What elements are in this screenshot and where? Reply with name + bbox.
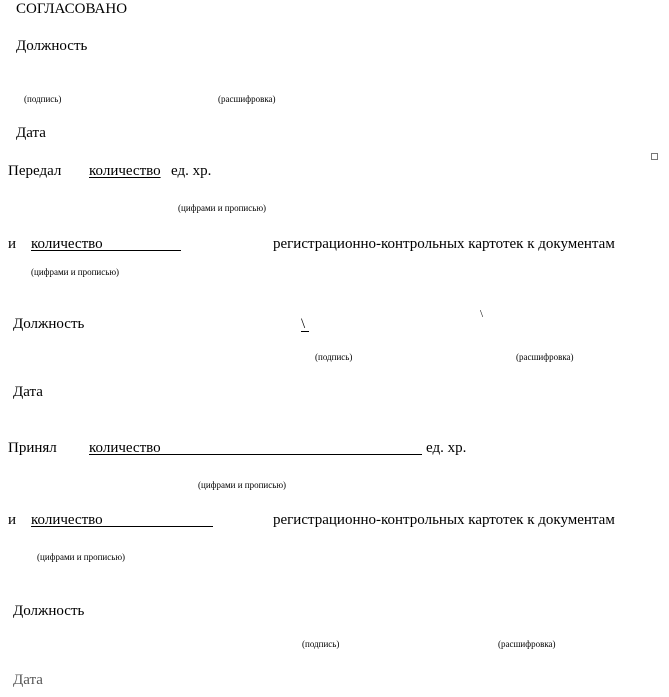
received-quantity-underline [89, 454, 422, 455]
approval-decoding-caption: (расшифровка) [218, 94, 276, 104]
received-date-label: Дата [13, 672, 43, 688]
transferred-signature-mark: \ [301, 316, 306, 332]
received-digits-caption-2: (цифрами и прописью) [37, 552, 126, 562]
received-position-label: Должность [13, 603, 85, 619]
transferred-position-label: Должность [13, 316, 85, 332]
received-storage-units: ед. хр. [426, 440, 467, 456]
transferred-storage-units: ед. хр. [171, 163, 212, 179]
received-and-word: и [8, 512, 17, 528]
transferred-label: Передал [8, 163, 62, 179]
transferred-quantity-field: количество [89, 163, 161, 179]
transferred-quantity-field-2: количество [31, 236, 103, 252]
received-label: Принял [8, 440, 57, 456]
received-digits-caption: (цифрами и прописью) [198, 480, 287, 490]
received-quantity-field-2: количество [31, 512, 103, 528]
transferred-date-label: Дата [13, 384, 43, 400]
signature-mark-underline [301, 331, 309, 332]
approval-signature-caption: (подпись) [24, 94, 62, 104]
received-signature-caption: (подпись) [302, 639, 340, 649]
received-quantity-field: количество [89, 440, 161, 456]
received-cards-text: регистрационно-контрольных картотек к документам [273, 512, 615, 528]
transferred-digits-caption: (цифрами и прописью) [178, 203, 267, 213]
transferred-cards-text: регистрационно-контрольных картотек к документам [273, 236, 615, 252]
transferred-quantity-underline-2 [31, 250, 181, 251]
approval-date-label: Дата [16, 125, 46, 141]
received-quantity-underline-2 [31, 526, 213, 527]
transferred-decoding-caption: (расшифровка) [516, 352, 574, 362]
transferred-digits-caption-2: (цифрами и прописью) [31, 267, 120, 277]
transferred-signature-mark-2: \ [480, 308, 484, 320]
approval-position-label: Должность [16, 38, 88, 54]
anchor-marker-icon [651, 153, 658, 160]
received-decoding-caption: (расшифровка) [498, 639, 556, 649]
transferred-and-word: и [8, 236, 17, 252]
transferred-signature-caption: (подпись) [315, 352, 353, 362]
approved-heading: СОГЛАСОВАНО [16, 1, 128, 17]
